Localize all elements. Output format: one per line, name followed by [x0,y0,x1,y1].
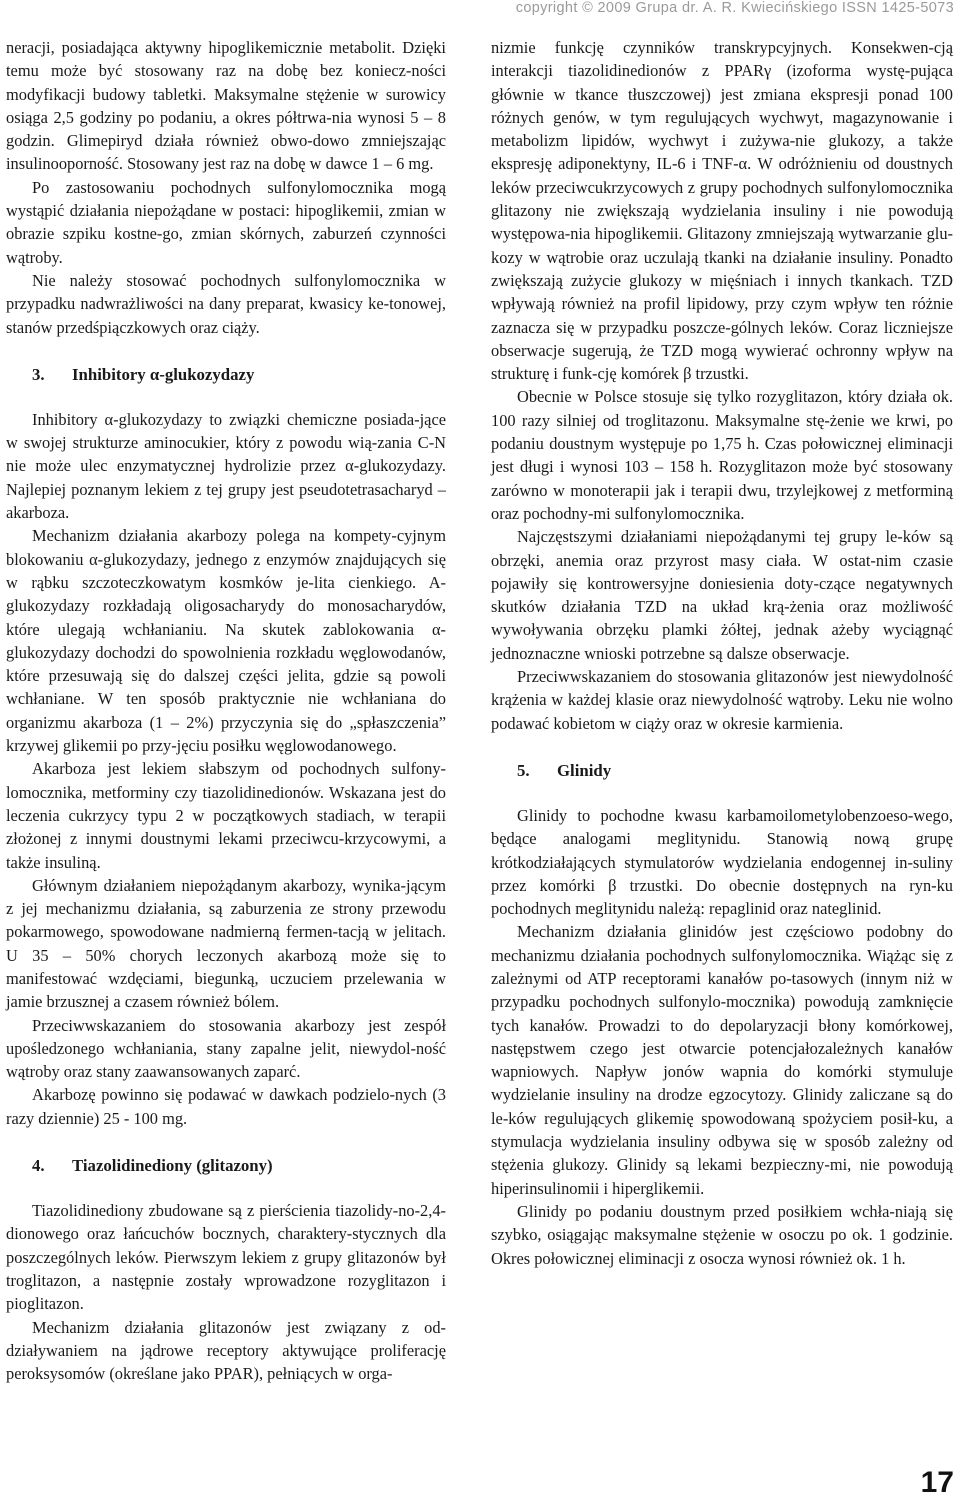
copyright-header: copyright © 2009 Grupa dr. A. R. Kwiecińskiego ISSN 1425-5073 [515,0,954,16]
paragraph: Po zastosowaniu pochodnych sulfonylomocznika mogą wystąpić działania niepożądane w postaci: hipoglikemii, zmian w obrazie szpiku kostne-go, zmian skórnych, zaburzeń czynności wątroby. [6,177,446,267]
paragraph: neracji, posiadająca aktywny hipoglikemicznie metabolit. Dzięki temu może być stosowany raz na dobę bez koniecz-ności modyfikacji budowy tabletki. Maksymalne stężenie w surowicy osiąga 2,5 godziny po podaniu, a okres półtrwa-nia wynosi 5 – 8 godzin. Glimepiryd działa również obwo-dowo zmniejszając insulinooporność. Stosowany jest raz na dobę w dawce 1 – 6 mg. [6,38,446,174]
section-number: 3. [32,364,45,384]
section-title: Glinidy [557,760,612,780]
section-number: 5. [517,760,530,780]
section-heading-3 [6,363,446,386]
paragraph: Mechanizm działania glitazonów jest związany z od-działywaniem na jądrowe receptory aktywujące proliferację peroksysomów (określane jako PPAR), pełniących w orga- [6,1317,446,1384]
paragraph: Przeciwwskazaniem do stosowania glitazonów jest niewydolność krążenia w każdej klasie oraz niewydolność wątroby. Leku nie wolno podawać kobietom w ciąży oraz w okresie karmienia. [491,667,953,733]
section-heading-5 [491,759,953,782]
paragraph: Akarboza jest lekiem słabszym od pochodnych sulfony-lomocznika, metforminy czy tiazolidinedionów. Wskazana jest do leczenia cukrzycy typu 2 w początkowych stadiach, w terapii złożonej z innymi doustnymi lekami przeciwcu-krzycowymi, a także insuliną. [6,759,446,872]
paragraph: Najczęstszymi działaniami niepożądanymi tej grupy le-ków są obrzęki, anemia oraz przyrost masy ciała. W ostat-nim czasie pojawiły się kontrowersyjne doniesienia doty-czące negatywnych skutków działania TZD na układ krą-żenia oraz możliwość wywoływania obrzęku plamki żółtej, jednak ażeby wyciągnąć jednoznaczne wnioski potrzebne są dalsze obserwacje. [491,527,953,663]
left-column [6,36,446,1385]
paragraph: Glinidy to pochodne kwasu karbamoilometylobenzoeso-wego, będące analogami meglitynidu. Stanowią nową grupę krótkodziałających stymulatorów wydzielania endogennej in-suliny przez komórki β trzustki. Do obecnie dostępnych na ryn-ku pochodnych meglitynidu należą: repaglinid oraz nateglinid. [491,805,953,919]
paragraph: Inhibitory α-glukozydazy to związki chemiczne posiada-jące w swojej strukturze aminocukier, który z powodu wią-zania C-N nie może ulec enzymatycznej hydrolizie przez α-glukozydazy. Najlepiej poznanym lekiem z tej grupy jest pseudotetrasacharyd – akarboza. [6,409,446,523]
right-column [491,36,953,1270]
section-heading-4 [6,1154,446,1177]
paragraph: Obecnie w Polsce stosuje się tylko rozyglitazon, który działa ok. 100 razy silniej od troglitazonu. Maksymalne stę-żenie we krwi, po podaniu doustnym występuje po 1,75 h. Czas połowicznej eliminacji jest długi i wynosi 103 – 158 h. Rozyglitazon może być stosowany zarówno w monoterapii jak i terapii dwu, trzylejkowej z metforminą oraz pochodny-mi sulfonylomocznika. [491,387,953,523]
paragraph: Nie należy stosować pochodnych sulfonylomocznika w przypadku nadwrażliwości na dany preparat, kwasicy ke-tonowej, stanów przedśpiączkowych oraz ciąży. [6,270,446,337]
page-number: 17 [920,1466,954,1499]
paragraph: Przeciwwskazaniem do stosowania akarbozy jest zespół upośledzonego wchłaniania, stany zapalne jelit, niewydol-ność wątroby oraz stany zaawansowanych zaparć. [6,1015,446,1082]
section-title: Inhibitory α-glukozydazy [72,364,255,384]
paragraph: Akarbozę powinno się podawać w dawkach podzielo-nych (3 razy dziennie) 25 - 100 mg. [6,1085,446,1128]
paragraph: Glinidy po podaniu doustnym przed posiłkiem wchła-niają się szybko, osiągając maksymalne stężenie w osoczu po ok. 1 godzinie. Okres połowicznej eliminacji z osocza wynosi również ok. 1 h. [491,1201,953,1268]
paragraph: Głównym działaniem niepożądanym akarbozy, wynika-jącym z jej mechanizmu działania, są zaburzenia ze strony przewodu pokarmowego, spowodowane nadmierną fermen-tacją w jelitach. U 35 – 50% chorych leczonych akarbozą może się to manifestować wzdęciami, biegunką, uczuciem przelewania w jamie brzusznej a czasem również bólem. [6,875,446,1012]
paragraph: Tiazolidinediony zbudowane są z pierścienia tiazolidy-no-2,4-dionowego oraz łańcuchów bocznych, charaktery-stycznych dla poszczególnych leków. Pierwszym lekiem z grupy glitazonów był troglitazon, a następnie zostały wprowadzone rozyglitazon i pioglitazon. [6,1201,446,1314]
section-number: 4. [32,1156,45,1176]
paragraph: nizmie funkcję czynników transkrypcyjnych. Konsekwen-cją interakcji tiazolidinedionów z PPARγ (izoforma wystę-pująca głównie w tkance tłuszczowej) jest zmiana ekspresji ponad 100 różnych genów, w tym regulujących wychwyt, magazynowanie i metabolizm lipidów, wychwyt i zużywa-nie glukozy, a także ekspresję adiponektyny, IL-6 i TNF-α. W odróżnieniu od doustnych leków przeciwcukrzycowych z grupy pochodnych sulfonylomocznika glitazony nie zwiększają wydzielania insuliny i nie powodują występowa-nia hipoglikemii. Glitazony zmniejszają wytwarzanie glu-kozy w wątrobie oraz uczulają tkanki na działanie insuliny. Ponadto zwiększają zużycie glukozy w mięśniach i innych tkankach. TZD wpływają również na profil lipidowy, przy czym wpływ ten różnie zaznacza się w przypadku poszcze-gólnych leków. Coraz liczniejsze obserwacje sugerują, że TZD mogą wywierać ochronny wpływ na strukturę i funk-cję komórek β trzustki. [491,38,953,384]
paragraph: Mechanizm działania akarbozy polega na kompety-cyjnym blokowaniu α-glukozydazy, jednego z enzymów znajdujących się w rąbku szczoteczkowatym kosmków je-lita cienkiego. A-glukozydazy rozkładają oligosacharydy do monosacharydów, które ulegają wchłanianiu. Na skutek zablokowania α-glukozydazy dochodzi do spowolnienia rozkładu węglowodanów, które przesuwają się do dalszej części jelita, gdzie są powoli wchłaniane. W ten sposób praktycznie nie wchłaniana do organizmu akarboza (1 – 2%) przyczynia się do „spłaszczenia” krzywej glikemii po przy-jęciu posiłku węglowodanowego. [6,526,446,756]
section-title: Tiazolidinediony (glitazony) [72,1156,273,1176]
paragraph: Mechanizm działania glinidów jest częściowo podobny do mechanizmu działania pochodnych sulfonylomocznika. Wiążąc się z zależnymi od ATP receptorami kanałów po-tasowych (innym niż w przypadku pochodnych sulfonylo-mocznika) powodują zamknięcie tych kanałów. Prowadzi to do depolaryzacji błony komórkowej, następstwem czego jest otwarcie potencjałozależnych kanałów wapniowych. Napływ jonów wapnia do komórki stymuluje wydzielanie insuliny na drodze egzocytozy. Glinidy zaliczane są do le-ków regulujących glikemię spowodowaną spożyciem posił-ku, a stymulacja wydzielania insuliny odbywa się w sposób zależny od stężenia glukozy. Glinidy są lekami bezpieczny-mi, nie powodują hiperinsulinomii i hiperglikemii. [491,922,953,1198]
